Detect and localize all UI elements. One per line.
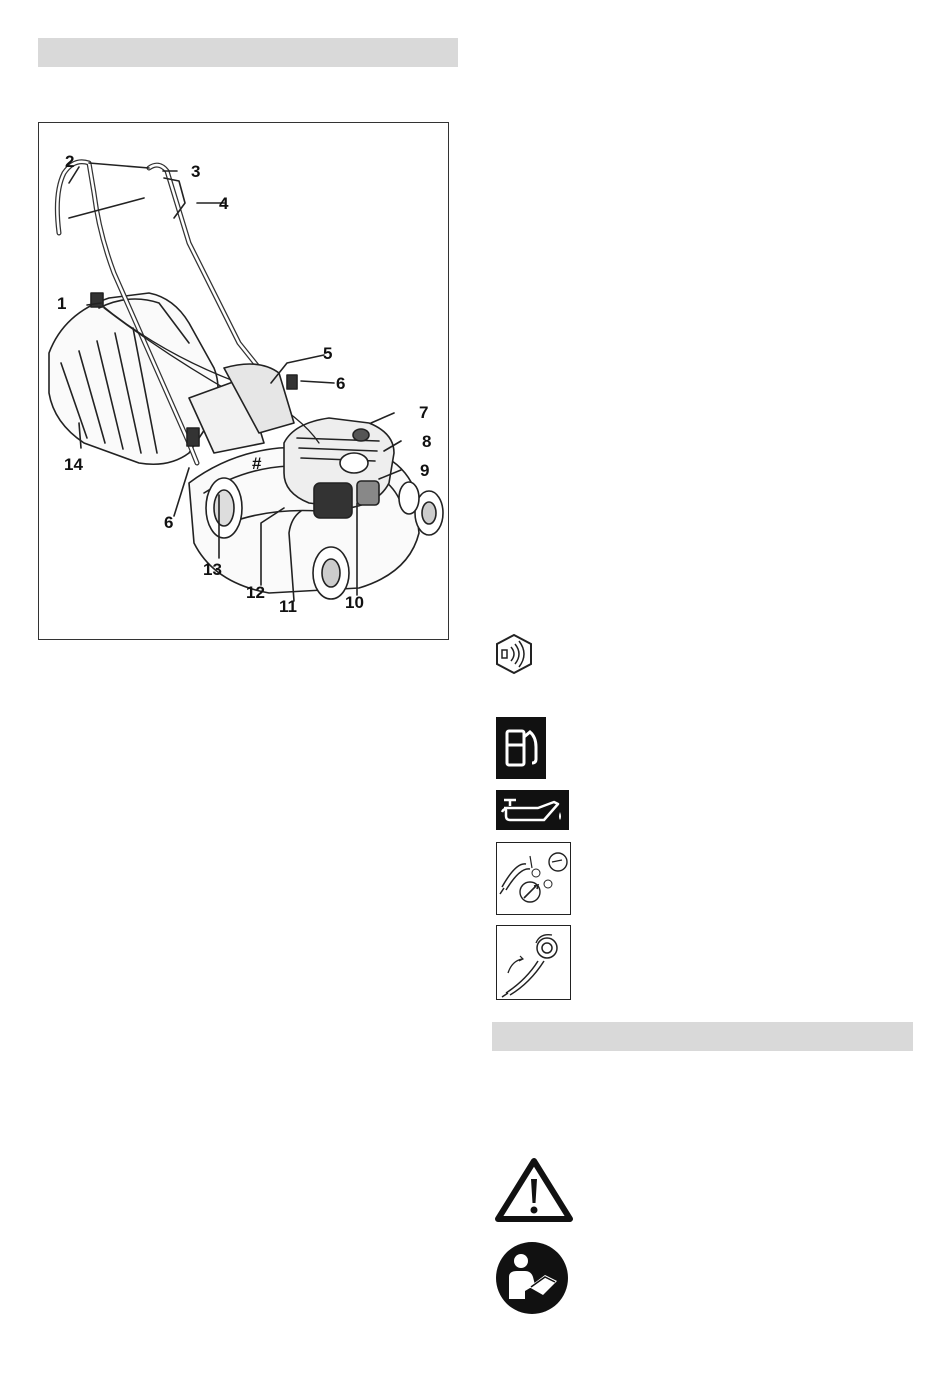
callout-10: 10 — [345, 593, 364, 612]
sound-power-level-icon — [494, 633, 534, 675]
callout-7: 7 — [419, 403, 429, 422]
choke-lever-icon — [496, 842, 571, 915]
callout-5: 5 — [323, 344, 333, 363]
read-manual-icon — [495, 1241, 569, 1315]
callout-6-right: 6 — [336, 374, 346, 393]
callout-13: 13 — [203, 560, 222, 579]
starter-handle-icon — [496, 925, 571, 1000]
callout-3: 3 — [191, 162, 201, 181]
callout-2: 2 — [65, 152, 75, 171]
mower-illustration — [39, 123, 450, 641]
callout-6-left: 6 — [164, 513, 174, 532]
callout-1: 1 — [57, 294, 67, 313]
callout-9: 9 — [420, 461, 430, 480]
mower-figure — [38, 122, 449, 640]
section-header-bar-left — [38, 38, 458, 67]
callout-4: 4 — [219, 194, 229, 213]
section-header-bar-right — [492, 1022, 913, 1051]
oil-can-icon — [496, 790, 569, 830]
warning-triangle-icon — [494, 1157, 574, 1223]
callout-12: 12 — [246, 583, 265, 602]
callout-hash: # — [252, 454, 262, 473]
callout-11: 11 — [279, 597, 297, 616]
fuel-pump-icon — [496, 717, 546, 779]
callout-14: 14 — [64, 455, 83, 474]
callout-8: 8 — [422, 432, 432, 451]
